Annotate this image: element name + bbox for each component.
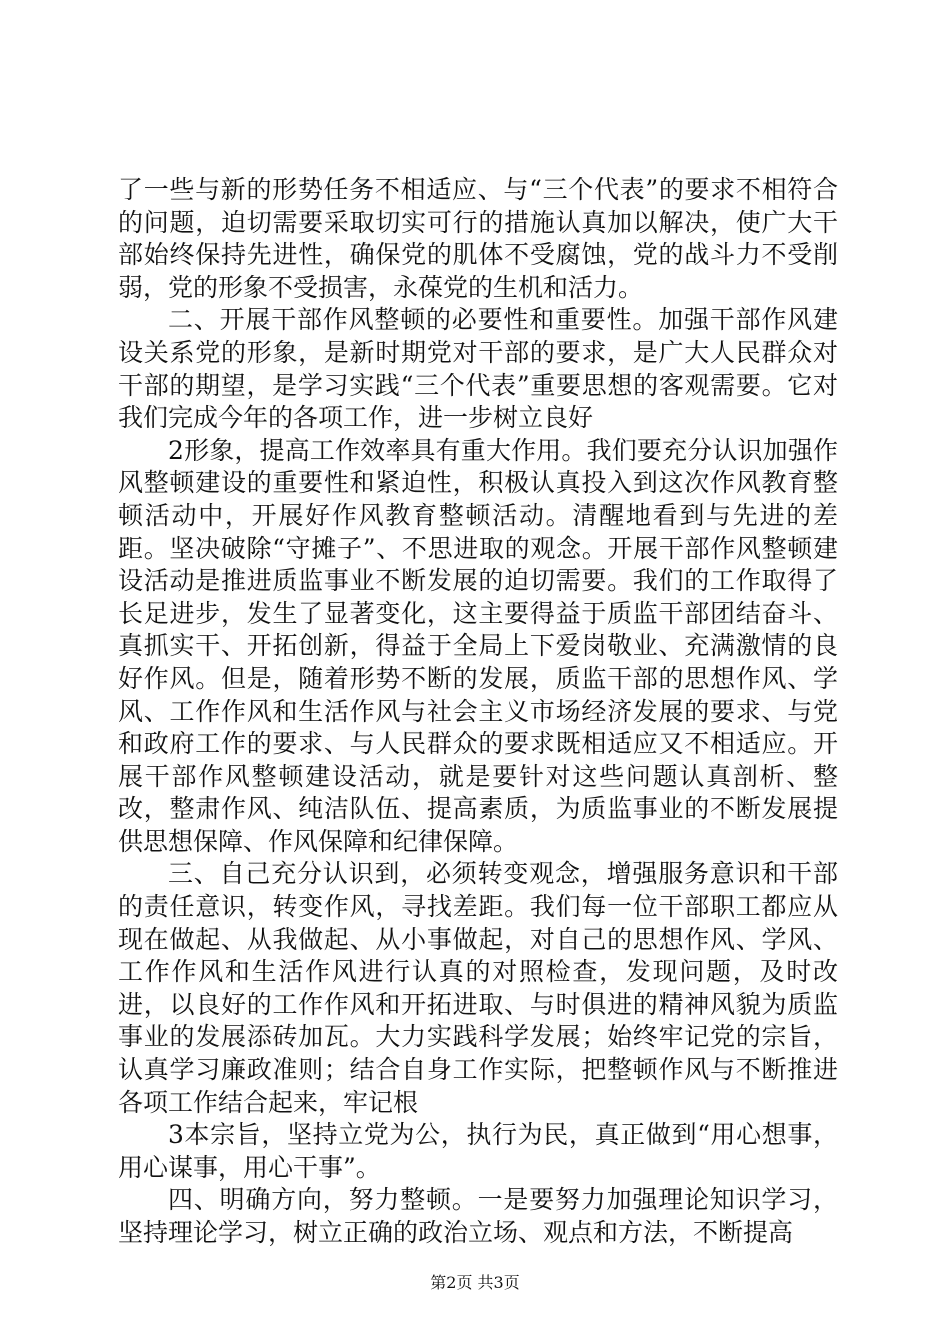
paragraph-section-two: 二、开展干部作风整顿的必要性和重要性。加强干部作风建设关系党的形象，是新时期党对干部的要求，是广大人民群众对干部的期望，是学习实践“三个代表”重要思想的客观需要。它对我们完成今年的各项工作，进一步树立良好	[118, 305, 838, 433]
paragraph-continuation: 了一些与新的形势任务不相适应、与“三个代表”的要求不相符合的问题，迫切需要采取切实可行的措施认真加以解决，使广大干部始终保持先进性，确保党的肌体不受腐蚀，党的战斗力不受削弱，党的形象不受损害，永葆党的生机和活力。	[118, 175, 838, 302]
paragraph-section-four: 四、明确方向，努力整顿。一是要努力加强理论知识学习，坚持理论学习，树立正确的政治立场、观点和方法，不断提高	[118, 1185, 838, 1247]
paragraph-section-three: 三、自己充分认识到，必须转变观念，增强服务意识和干部的责任意识，转变作风，寻找差距。我们每一位干部职工都应从现在做起、从我做起、从小事做起，对自己的思想作风、学风、工作作风和生活作风进行认真的对照检查，发现问题，及时改进，以良好的工作作风和开拓进取、与时俱进的精神风貌为质监事业的发展添砖加瓦。大力实践科学发展；始终牢记党的宗旨，认真学习廉政准则；结合自身工作实际，把整顿作风与不断推进各项工作结合起来，牢记根	[118, 859, 838, 1117]
paragraph-section-three-continued: 3本宗旨，坚持立党为公，执行为民，真正做到“用心想事，用心谋事，用心干事”。	[118, 1120, 838, 1182]
body-text	[118, 174, 838, 1250]
paragraph-section-two-continued: 2形象，提高工作效率具有重大作用。我们要充分认识加强作风整顿建设的重要性和紧迫性，积极认真投入到这次作风教育整顿活动中，开展好作风教育整顿活动。清醒地看到与先进的差距。坚决破除“守摊子”、不思进取的观念。开展干部作风整顿建设活动是推进质监事业不断发展的迫切需要。我们的工作取得了长足进步，发生了显著变化，这主要得益于质监干部团结奋斗、真抓实干、开拓创新，得益于全局上下爱岗敬业、充满激情的良好作风。但是，随着形势不断的发展，质监干部的思想作风、学风、工作作风和生活作风与社会主义市场经济发展的要求、与党和政府工作的要求、与人民群众的要求既相适应又不相适应。开展干部作风整顿建设活动，就是要针对这些问题认真剖析、整改，整肃作风、纯洁队伍、提高素质，为质监事业的不断发展提供思想保障、作风保障和纪律保障。	[118, 435, 838, 856]
page-number-footer: 第2页 共3页	[430, 1273, 520, 1292]
